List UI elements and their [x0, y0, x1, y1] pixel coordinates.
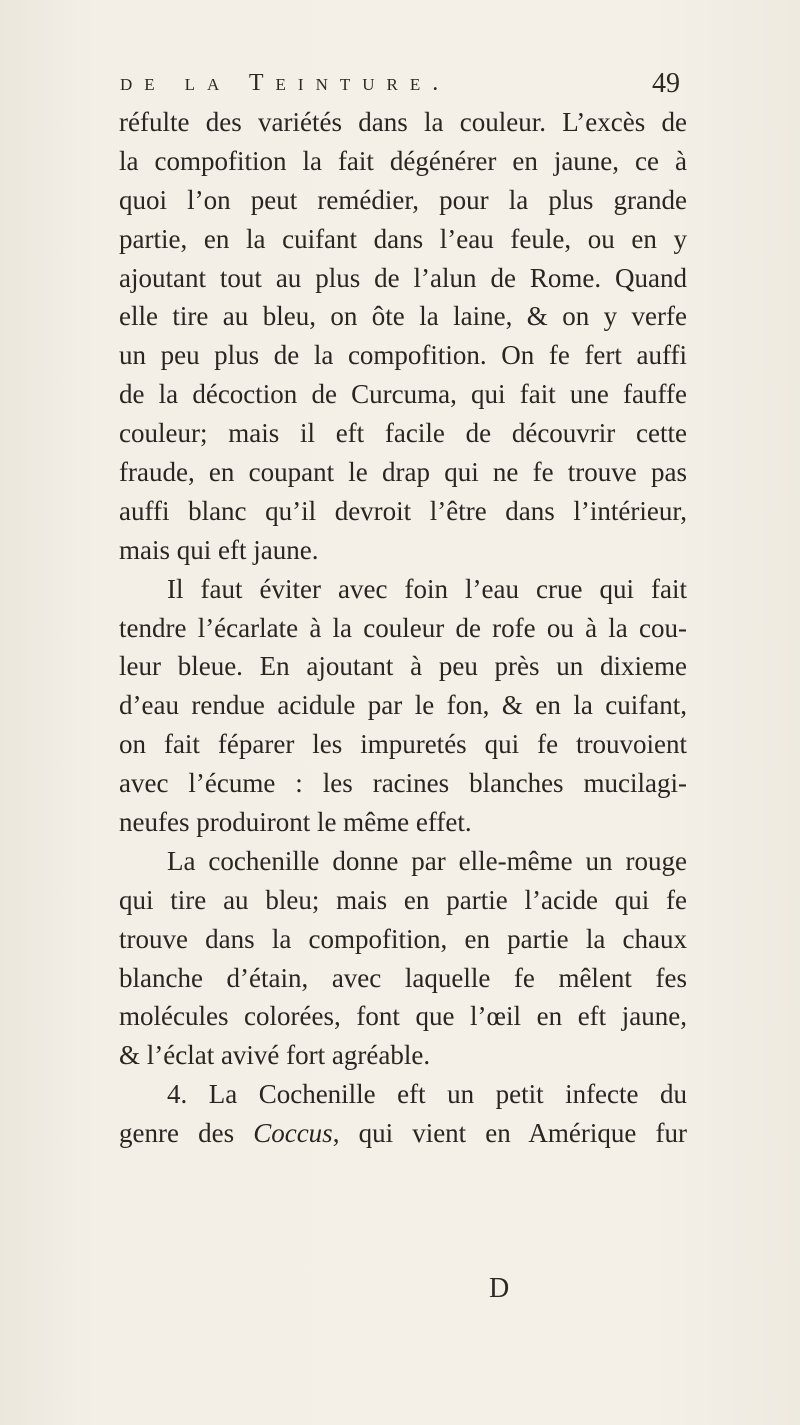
page-number: 49	[652, 68, 680, 99]
text-line: 4. La Cochenille eft un petit infecte du	[167, 1079, 687, 1110]
text-line: Il faut éviter avec foin l’eau crue qui fait	[167, 573, 687, 604]
text-line: partie, en la cuifant dans l’eau feule, ou en y	[119, 223, 687, 254]
genus-name: Coccus	[253, 1118, 333, 1149]
text-line: molécules colorées, font que l’œil en eft jaune,	[119, 1001, 687, 1032]
signature-mark: D	[489, 1273, 510, 1304]
text-line: tendre l’écarlate à la couleur de rofe ou à la cou-	[119, 612, 687, 643]
text-line: trouve dans la compofition, en partie la chaux	[119, 923, 687, 954]
text-line: leur bleue. En ajoutant à peu près un dixieme	[119, 651, 687, 682]
text-line: fraude, en coupant le drap qui ne fe trouve pas	[119, 457, 687, 488]
text-line: La cochenille donne par elle-même un rouge	[167, 845, 687, 876]
body-text	[119, 103, 687, 1153]
text-line: ajoutant tout au plus de l’alun de Rome. Quand	[119, 262, 687, 293]
text-line: auffi blanc qu’il devroit l’être dans l’intérieur,	[119, 495, 687, 526]
text-line: réfulte des variétés dans la couleur. L’excès de	[119, 107, 687, 137]
text-line: on fait féparer les impuretés qui fe trouvoient	[119, 729, 687, 760]
running-title: de la Teinture.	[120, 70, 451, 96]
text-line: blanche d’étain, avec laquelle fe mêlent fes	[119, 962, 687, 993]
text-line: avec l’écume : les racines blanches mucilagi-	[119, 768, 687, 799]
text-line: qui tire au bleu; mais en partie l’acide qui fe	[119, 884, 687, 915]
running-head	[120, 62, 680, 106]
text-line: d’eau rendue acidule par le fon, & en la cuifant,	[119, 690, 687, 721]
text-line: mais qui eft jaune.	[119, 534, 319, 565]
text-line: neufes produiront le même effet.	[119, 807, 472, 838]
text-line: de la décoction de Curcuma, qui fait une fauffe	[119, 379, 687, 410]
text-line: & l’éclat avivé fort agréable.	[119, 1040, 431, 1071]
text-line: genre des Coccus, qui vient en Amérique fur	[119, 1118, 687, 1149]
text-line: quoi l’on peut remédier, pour la plus grande	[119, 184, 687, 215]
text-line: un peu plus de la compofition. On fe fert auffi	[119, 340, 687, 371]
text-line: la compofition la fait dégénérer en jaune, ce à	[119, 145, 687, 176]
text-line: couleur; mais il eft facile de découvrir cette	[119, 418, 687, 449]
text-line: elle tire au bleu, on ôte la laine, & on y verfe	[119, 301, 687, 332]
